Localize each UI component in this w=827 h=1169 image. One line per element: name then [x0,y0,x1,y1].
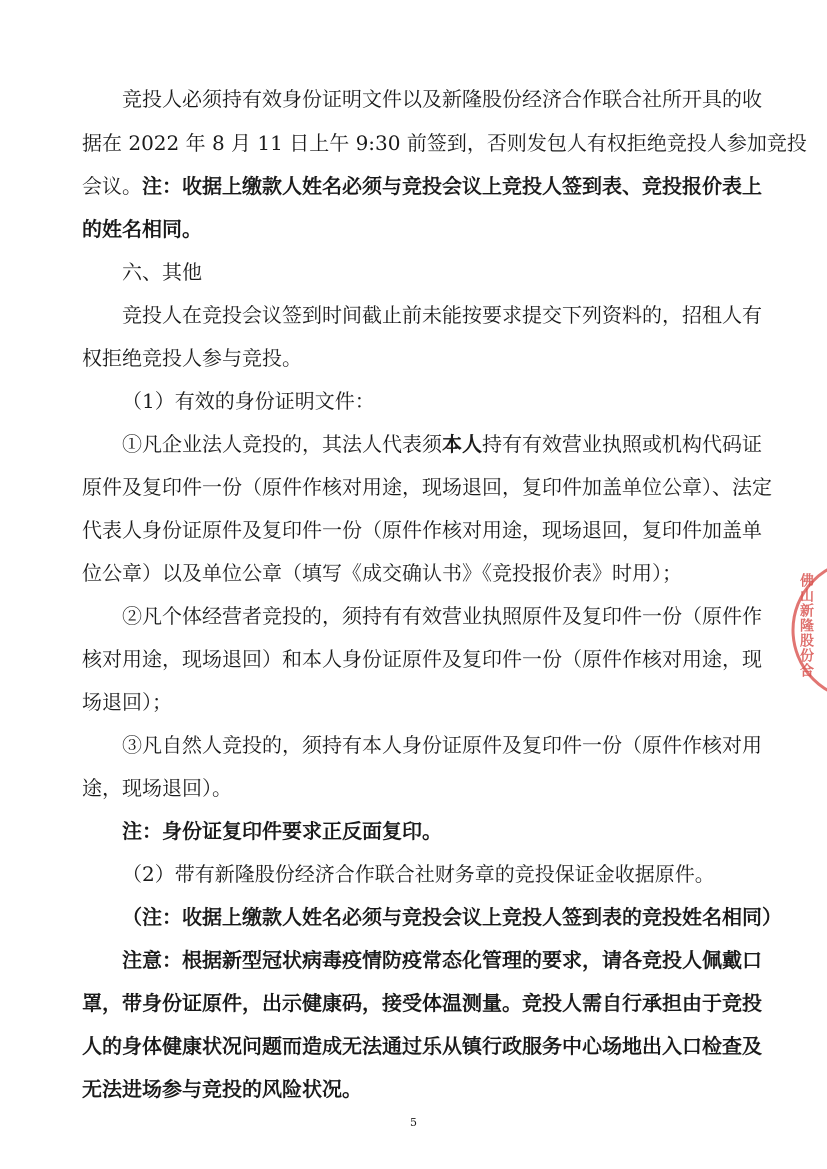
paragraph-line: 途，现场退回）。 [82,776,232,800]
paragraph-line: 场退回）； [82,690,172,714]
paragraph-line: ②凡个体经营者竞投的，须持有有效营业执照原件及复印件一份（原件作 [122,604,762,628]
page-number: 5 [410,1116,417,1129]
note-line: 注：身份证复印件要求正反面复印。 [122,819,442,843]
notice-line: 罩，带身份证原件，出示健康码，接受体温测量。竞投人需自行承担由于竞投 [82,991,762,1015]
paragraph-line: 核对用途，现场退回）和本人身份证原件及复印件一份（原件作核对用途，现 [82,647,762,671]
paragraph-line: ③凡自然人竞投的，须持有本人身份证原件及复印件一份（原件作核对用 [122,733,762,757]
notice-line: 人的身体健康状况问题而造成无法通过乐从镇行政服务中心场地出入口检查及 [82,1034,762,1058]
section-heading: 六、其他 [122,260,202,284]
paragraph-line: 竞投人在竞投会议签到时间截止前未能按要求提交下列资料的，招租人有 [122,303,762,327]
paragraph-line: 竞投人必须持有效身份证明文件以及新隆股份经济合作联合社所开具的收 [122,87,762,111]
paragraph-line: 权拒绝竞投人参与竞投。 [82,346,302,370]
note-line: （注：收据上缴款人姓名必须与竞投会议上竞投人签到表的竞投姓名相同） [122,905,782,929]
seal-stamp [788,555,827,705]
seal-text: 佛山新隆股份合 [798,573,814,678]
paragraph-line: 位公章）以及单位公章（填写《成交确认书》《竞投报价表》时用）； [82,561,682,585]
paragraph-line: 的姓名相同。 [82,217,202,241]
subsection-heading: （1）有效的身份证明文件： [122,389,375,413]
notice-line: 注意：根据新型冠状病毒疫情防疫常态化管理的要求，请各竞投人佩戴口 [122,948,762,972]
paragraph-line: 代表人身份证原件及复印件一份（原件作核对用途，现场退回，复印件加盖单 [82,518,762,542]
notice-line: 无法进场参与竞投的风险状况。 [82,1077,362,1101]
subsection-heading: （2）带有新隆股份经济合作联合社财务章的竞投保证金收据原件。 [122,862,715,886]
paragraph-line: ①凡企业法人竞投的，其法人代表须本人持有有效营业执照或机构代码证 [122,432,762,456]
paragraph-line: 会议。注：收据上缴款人姓名必须与竞投会议上竞投人签到表、竞投报价表上 [82,174,762,198]
paragraph-line: 据在 2022 年 8 月 11 日上午 9:30 前签到，否则发包人有权拒绝竞投人参加竞投 [82,131,807,155]
paragraph-line: 原件及复印件一份（原件作核对用途，现场退回，复印件加盖单位公章）、法定 [82,475,772,499]
